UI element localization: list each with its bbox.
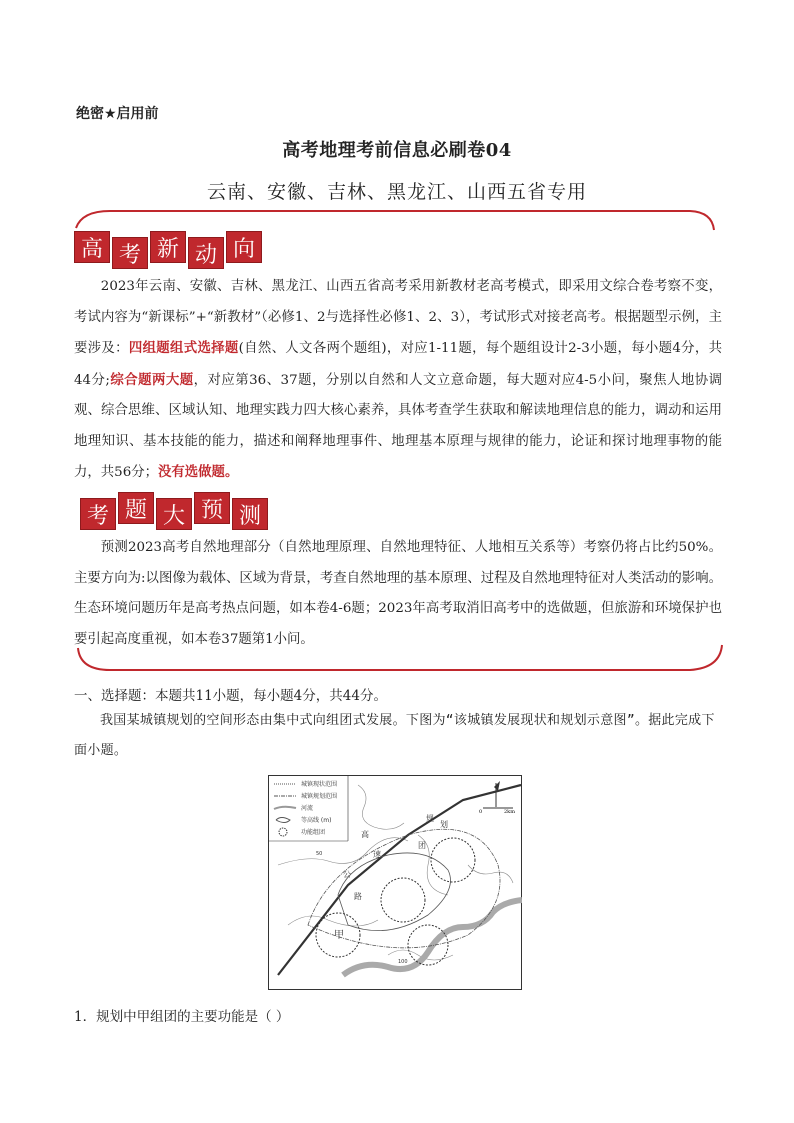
legend-label: 城镇规划范围 (301, 793, 338, 800)
secret-label: 绝密★启用前 (76, 106, 159, 122)
prediction-paragraph (74, 533, 722, 655)
badge-char: 题 (118, 492, 154, 524)
road-char: 路 (354, 892, 362, 901)
badge-char: 动 (188, 237, 224, 269)
new-trends-paragraph (74, 272, 722, 489)
town-plan-map (268, 775, 522, 990)
legend-label: 等高线 (m) (301, 817, 332, 824)
paper-subtitle: 云南、安徽、吉林、黑龙江、山西五省专用 (206, 181, 587, 203)
scale-label: 2km (504, 809, 515, 815)
para-text: 2023年云南、安徽、吉林、黑龙江、山西五省高考采用新教材老高考模式，即采用文综合卷考察不变，考试内容为“新课标”+“新教材”（必修1、2与选择性必修1、2、3），考试形式对接老高考。根据题型示例，主要涉及： (74, 279, 722, 356)
badge-char: 高 (74, 231, 110, 263)
badge-char: 预 (194, 492, 230, 524)
legend-label: 城镇现状范围 (301, 781, 338, 788)
question-1: 1．规划中甲组团的主要功能是（ ） (74, 1009, 290, 1025)
badge-new-trends (74, 231, 262, 269)
contour-label: 100 (398, 959, 408, 965)
legend-label: 功能组团 (301, 829, 326, 836)
legend-label: 河流 (301, 805, 314, 812)
group-label: 甲 (334, 930, 344, 941)
intro-text: 我国某城镇规划的空间形态由集中式向组团式发展。下图为“该城镇发展现状和规划示意图”。据此完成下面小题。 (74, 713, 715, 758)
highlight-text: 没有选做题。 (158, 464, 239, 480)
question-intro (74, 706, 722, 766)
plan-char: 划 (440, 820, 448, 829)
badge-prediction (80, 492, 268, 530)
highlight-text: 综合题两大题 (109, 371, 194, 388)
road-char: 速 (373, 850, 381, 859)
para-text: 预测2023高考自然地理部分（自然地理原理、自然地理特征、人地相互关系等）考察仍将占比约50%。主要方向为:以图像为载体、区域为背景，考查自然地理的基本原理、过程及自然地理特征对人类活动的影响。生态环境问题历年是高考热点问题，如本卷4-6题；2023年高考取消旧高考中的选做题，但旅游和环境保护也要引起高度重视，如本卷37题第1小问。 (74, 540, 722, 647)
badge-char: 考 (112, 237, 148, 269)
badge-char: 向 (226, 231, 262, 263)
badge-char: 新 (150, 231, 186, 263)
scale-zero: 0 (479, 809, 483, 815)
contour-label: 50 (316, 851, 323, 857)
section-heading: 一、选择题：本题共11小题，每小题4分，共44分。 (74, 688, 387, 704)
badge-char: 测 (232, 498, 268, 530)
badge-char: 大 (156, 498, 192, 530)
plan-char: 规 (426, 814, 434, 823)
road-char: 公 (343, 870, 351, 879)
paper-title: 高考地理考前信息必刷卷04 (282, 140, 512, 161)
plan-char: 团 (418, 841, 426, 850)
highlight-text: 四组题组式选择题 (128, 340, 239, 356)
para-text: (自然、人文各两个题组)，对应1-11题，每个题组设计2-3小题，每小题4分，共44分; (74, 341, 723, 388)
badge-char: 考 (80, 498, 116, 530)
road-char: 高 (361, 830, 369, 839)
para-text: ，对应第36、37题，分别以自然和人文立意命题，每大题对应4-5小问，聚焦人地协调观、综合思维、区域认知、地理实践力四大核心素养，具体考查学生获取和解读地理信息的能力，调动和运用地理知识、基本技能的能力，描述和阐释地理事件、地理基本原理与规律的能力，论证和探讨地理事物的能力，共56分； (74, 372, 723, 480)
